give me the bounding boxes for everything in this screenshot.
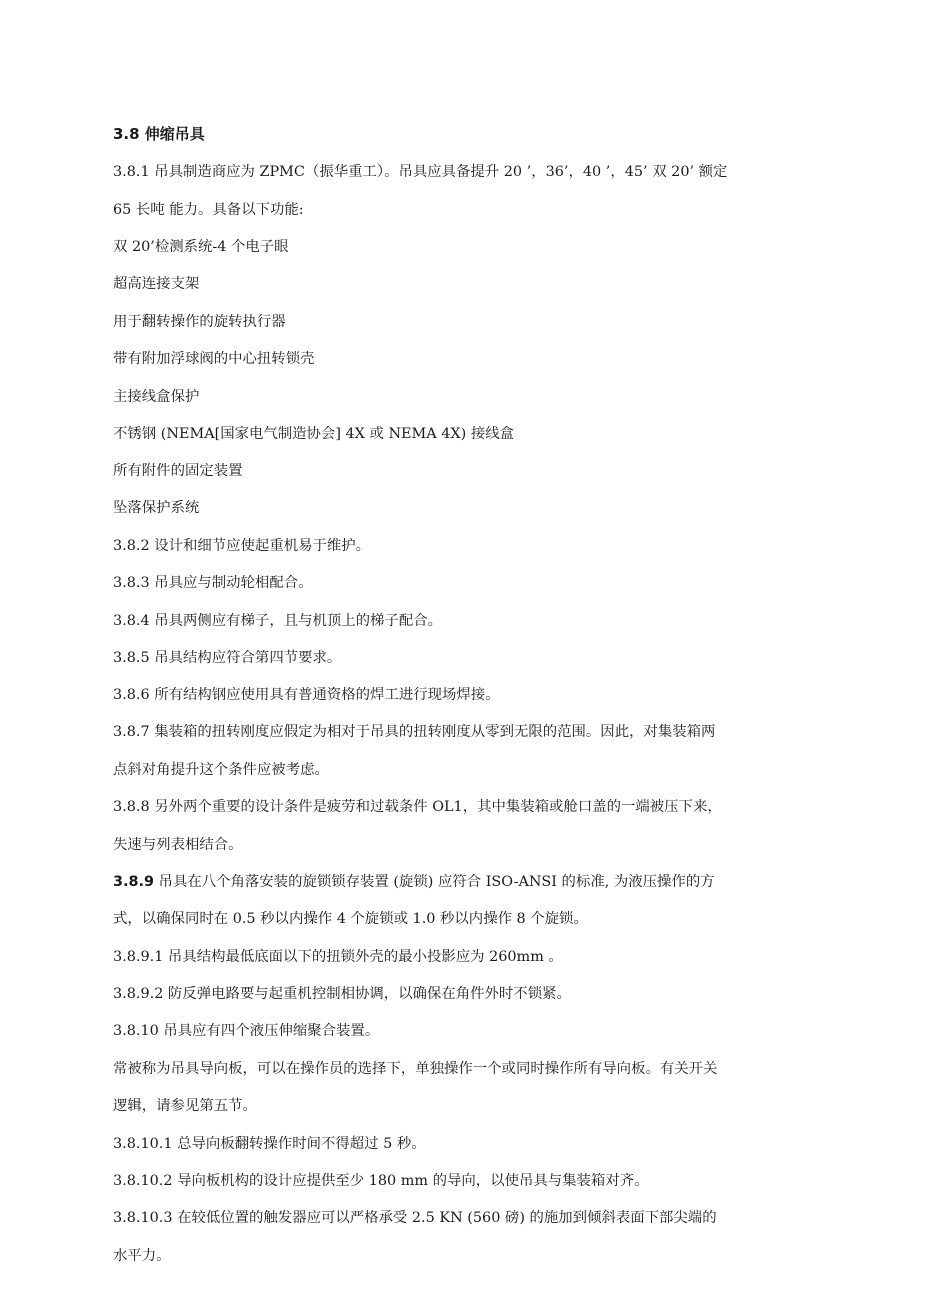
clause-number: 3.8.9: [113, 874, 154, 890]
paragraph-line: 65 长吨 能力。具备以下功能:: [113, 202, 304, 218]
feature-item: 不锈钢 (NEMA[国家电气制造协会] 4X 或 NEMA 4X) 接线盒: [113, 426, 515, 442]
clause-3-8-8-cont: 失速与列表相结合。: [113, 837, 243, 853]
feature-item: 带有附加浮球阀的中心扭转锁壳: [113, 351, 315, 367]
feature-item: 超高连接支架: [113, 276, 200, 292]
feature-item: 主接线盒保护: [113, 389, 200, 405]
feature-item: 所有附件的固定装置: [113, 463, 243, 479]
section-heading: 3.8 伸缩吊具: [113, 125, 205, 143]
clause-3-8-10-2: 3.8.10.2 导向板机构的设计应提供至少 180 mm 的导向，以使吊具与集装箱对齐。: [113, 1173, 649, 1189]
feature-item: 用于翻转操作的旋转执行器: [113, 314, 286, 330]
paragraph-line: 逻辑，请参见第五节。: [113, 1098, 257, 1114]
clause-3-8-10: 3.8.10 吊具应有四个液压伸缩聚合装置。: [113, 1023, 380, 1039]
paragraph-line: 3.8.1 吊具制造商应为 ZPMC（振华重工）。吊具应具备提升 20 ’，36’，40 ’，45’ 双 20’ 额定: [113, 164, 728, 180]
clause-3-8-9-2: 3.8.9.2 防反弹电路要与起重机控制相协调，以确保在角件外时不锁紧。: [113, 986, 571, 1002]
clause-3-8-8: 3.8.8 另外两个重要的设计条件是疲劳和过载条件 OL1，其中集装箱或舱口盖的一端被压下来，: [113, 799, 722, 815]
clause-3-8-10-1: 3.8.10.1 总导向板翻转操作时间不得超过 5 秒。: [113, 1136, 426, 1152]
clause-3-8-9: [113, 872, 813, 892]
clause-3-8-10-3: 3.8.10.3 在较低位置的触发器应可以严格承受 2.5 KN (560 磅) 的施加到倾斜表面下部尖端的: [113, 1210, 717, 1226]
paragraph-line: 常被称为吊具导向板，可以在操作员的选择下，单独操作一个或同时操作所有导向板。有关开关: [113, 1061, 718, 1077]
clause-3-8-3: 3.8.3 吊具应与制动轮相配合。: [113, 575, 313, 591]
clause-3-8-4: 3.8.4 吊具两侧应有梯子，且与机顶上的梯子配合。: [113, 613, 443, 629]
clause-3-8-5: 3.8.5 吊具结构应符合第四节要求。: [113, 650, 342, 666]
clause-3-8-2: 3.8.2 设计和细节应使起重机易于维护。: [113, 538, 371, 554]
clause-text: 吊具在八个角落安装的旋锁锁存装置 (旋锁) 应符合 ISO-ANSI 的标准, 为液压操作的方: [153, 874, 715, 890]
clause-3-8-9-1: 3.8.9.1 吊具结构最低底面以下的扭锁外壳的最小投影应为 260mm 。: [113, 949, 563, 965]
clause-3-8-9-cont: 式，以确保同时在 0.5 秒以内操作 4 个旋锁或 1.0 秒以内操作 8 个旋锁。: [113, 911, 588, 927]
feature-item: 坠落保护系统: [113, 500, 200, 516]
clause-3-8-7: 3.8.7 集装箱的扭转刚度应假定为相对于吊具的扭转刚度从零到无限的范围。因此，对集装箱两: [113, 724, 716, 740]
clause-3-8-10-3-cont: 水平力。: [113, 1248, 171, 1264]
clause-3-8-7-cont: 点斜对角提升这个条件应被考虑。: [113, 762, 329, 778]
feature-item: 双 20’检测系统-4 个电子眼: [113, 239, 289, 255]
clause-3-8-6: 3.8.6 所有结构钢应使用具有普通资格的焊工进行现场焊接。: [113, 687, 500, 703]
